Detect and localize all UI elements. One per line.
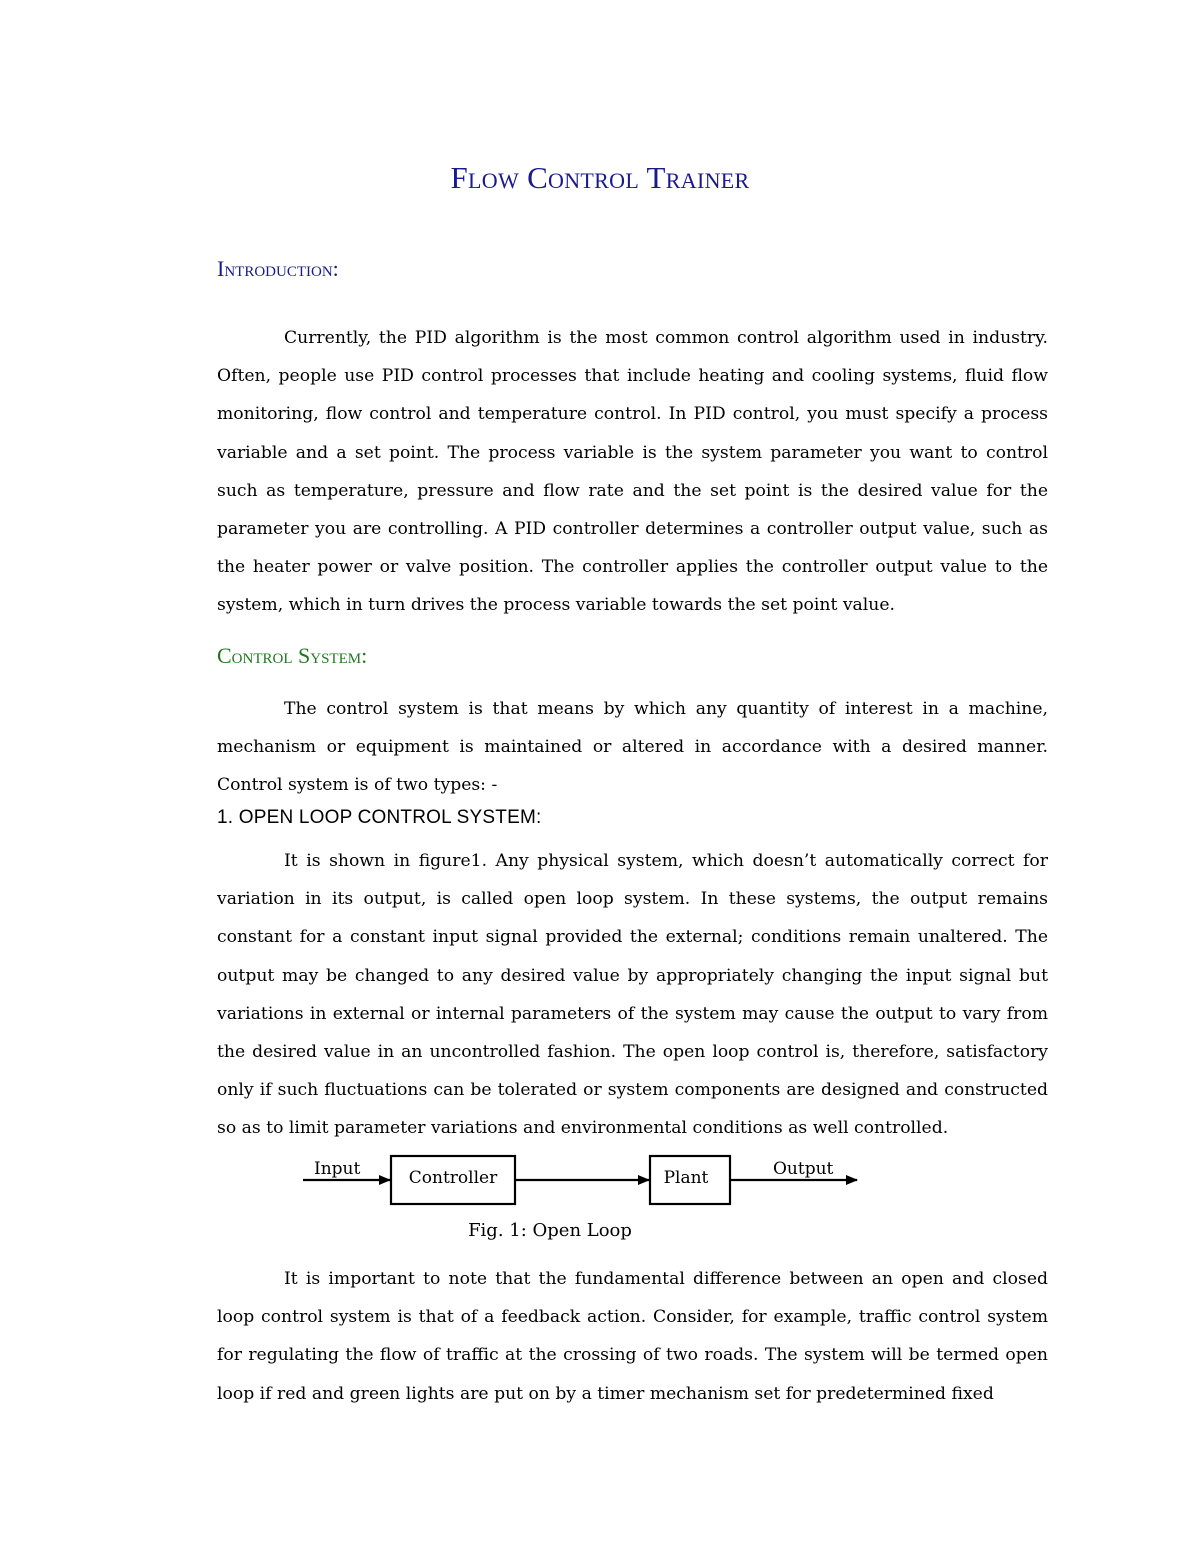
controller-label: Controller	[408, 1168, 498, 1188]
open-loop-block-diagram	[300, 1150, 870, 1210]
figure-caption: Fig. 1: Open Loop	[468, 1220, 632, 1241]
plant-label: Plant	[663, 1168, 709, 1188]
introduction-paragraph: Currently, the PID algorithm is the most common control algorithm used in industry. Often, people use PID control processes that include heating and cooling systems, fluid flow monitoring, flow control and temperature control. In PID control, you must specify a process variable and a set point. The process variable is the system parameter you want to control such as temperature, pressure and flow rate and the set point is the desired value for the parameter you are controlling. A PID controller determines a controller output value, such as the heater power or valve position. The controller applies the controller output value to the system, which in turn drives the process variable towards the set point value.	[217, 328, 1048, 616]
document-title: Flow Control Trainer	[450, 160, 750, 195]
output-label: Output	[773, 1159, 834, 1179]
open-loop-paragraph: It is shown in figure1. Any physical system, which doesn’t automatically correct for variation in its output, is called open loop system. In these systems, the output remains constant for a constant input signal provided the external; conditions remain unaltered. The output may be changed to any desired value by appropriately changing the input signal but variations in external or internal parameters of the system may cause the output to vary from the desired value in an uncontrolled fashion. The open loop control is, therefore, satisfactory only if such fluctuations can be tolerated or system components are designed and constructed so as to limit parameter variations and environmental conditions as well controlled.	[217, 851, 1048, 1139]
input-label: Input	[314, 1159, 361, 1179]
introduction-heading: Introduction:	[217, 256, 339, 281]
closed-loop-paragraph: It is important to note that the fundamental difference between an open and closed loop control system is that of a feedback action. Consider, for example, traffic control system for regulating the flow of traffic at the crossing of two roads. The system will be termed open loop if red and green lights are put on by a timer mechanism set for predetermined fixed	[217, 1269, 1048, 1404]
control-system-heading: Control System:	[217, 643, 368, 668]
open-loop-heading: 1. OPEN LOOP CONTROL SYSTEM:	[217, 807, 542, 828]
control-system-paragraph: The control system is that means by which any quantity of interest in a machine, mechanism or equipment is maintained or altered in accordance with a desired manner. Control system is of two types: -	[217, 699, 1048, 796]
